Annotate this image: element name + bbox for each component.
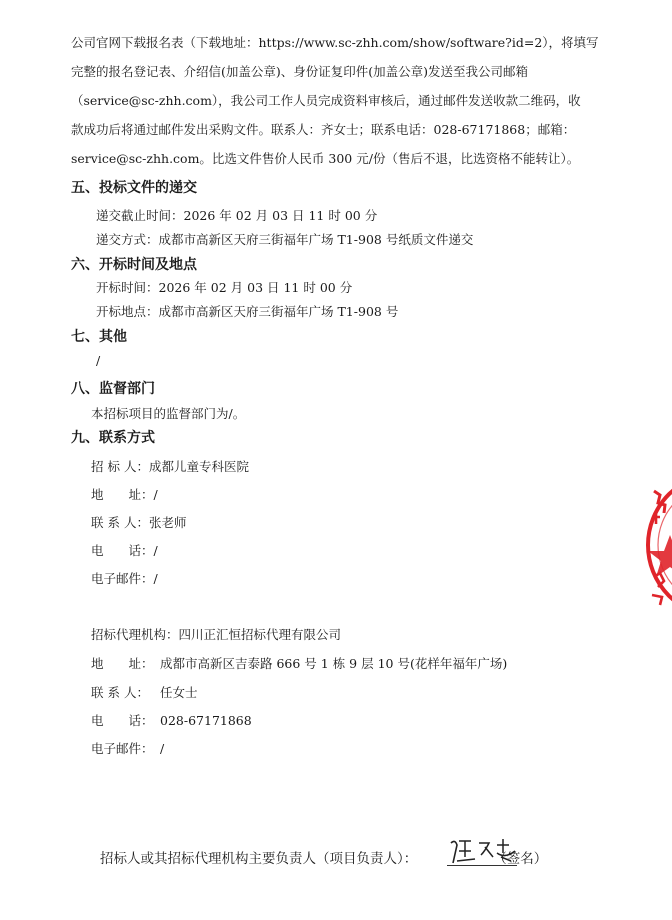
signature-suffix: （签名） <box>493 851 548 867</box>
agency-name-row <box>91 627 341 643</box>
opening-place: 开标地点：成都市高新区天府三街福年广场 T1-908 号 <box>96 304 399 319</box>
tenderer-phone-row <box>91 543 158 559</box>
agency-email-label: 电子邮件： <box>91 741 154 756</box>
tenderer-phone-value: / <box>153 543 158 558</box>
agency-phone-label: 电 话： <box>91 713 154 728</box>
agency-address-value: 成都市高新区吉泰路 666 号 1 栋 9 层 10 号(花样年福年广场) <box>160 656 508 671</box>
tenderer-name-label: 招 标 人： <box>91 459 149 474</box>
agency-email-value: / <box>160 741 165 756</box>
agency-contact-value: 任女士 <box>160 685 198 700</box>
section-6-heading: 六、开标时间及地点 <box>71 257 197 273</box>
section-7-heading: 七、其他 <box>71 329 127 345</box>
tenderer-email-value: / <box>153 571 158 586</box>
opening-time: 开标时间：2026 年 02 月 03 日 11 时 00 分 <box>96 280 353 295</box>
official-seal-icon <box>640 455 672 635</box>
agency-name-value: 四川正汇恒招标代理有限公司 <box>178 627 342 642</box>
agency-email-row <box>91 741 164 757</box>
submission-method: 递交方式：成都市高新区天府三街福年广场 T1-908 号纸质文件递交 <box>96 232 474 247</box>
tenderer-address-value: / <box>153 487 158 502</box>
agency-address-row <box>91 656 507 672</box>
intro-line-3: （service@sc-zhh.com），我公司工作人员完成资料审核后，通过邮件发送收款二维码，收 <box>71 93 581 108</box>
intro-line-1: 公司官网下载报名表（下载地址：https://www.sc-zhh.com/show/software?id=2），将填写 <box>71 35 599 50</box>
tenderer-email-row <box>91 571 158 587</box>
handwritten-signature-icon <box>445 833 525 869</box>
agency-contact-row <box>91 685 198 701</box>
tenderer-address-row <box>91 487 158 503</box>
section-8-heading: 八、监督部门 <box>71 381 155 397</box>
submission-deadline: 递交截止时间：2026 年 02 月 03 日 11 时 00 分 <box>96 208 378 223</box>
signature-label: 招标人或其招标代理机构主要负责人（项目负责人）： <box>100 851 418 867</box>
tenderer-name-value: 成都儿童专科医院 <box>148 459 249 474</box>
agency-phone-row <box>91 713 252 729</box>
tenderer-name-row <box>91 459 249 475</box>
agency-address-label: 地 址： <box>91 656 154 671</box>
intro-line-2: 完整的报名登记表、介绍信(加盖公章)、身份证复印件(加盖公章)发送至我公司邮箱 <box>71 64 529 79</box>
tenderer-contact-value: 张老师 <box>148 515 187 530</box>
section-8-content: 本招标项目的监督部门为/。 <box>91 406 246 421</box>
tenderer-address-label: 地 址： <box>91 487 154 502</box>
tenderer-contact-label: 联 系 人： <box>91 515 149 530</box>
intro-line-4: 款成功后将通过邮件发出采购文件。联系人：齐女士；联系电话：028-67171868；邮箱： <box>71 122 576 137</box>
tenderer-contact-row <box>91 515 186 531</box>
section-7-content: / <box>96 353 101 368</box>
section-9-heading: 九、联系方式 <box>71 430 155 446</box>
agency-name-label: 招标代理机构： <box>91 627 179 642</box>
section-5-heading: 五、投标文件的递交 <box>71 180 197 196</box>
tenderer-email-label: 电子邮件： <box>91 571 154 586</box>
tenderer-phone-label: 电 话： <box>91 543 154 558</box>
agency-contact-label: 联 系 人： <box>91 685 149 700</box>
intro-line-5: service@sc-zhh.com。比选文件售价人民币 300 元/份（售后不退，比选资格不能转让）。 <box>71 151 580 166</box>
agency-phone-value: 028-67171868 <box>160 713 252 728</box>
